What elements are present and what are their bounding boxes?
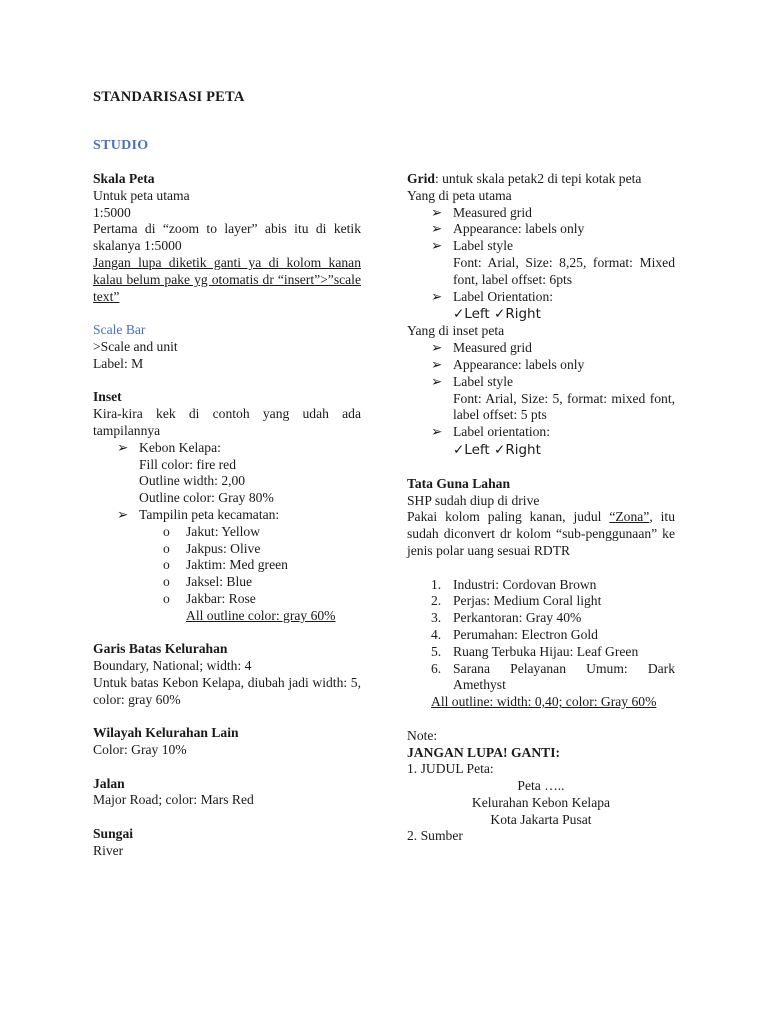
sungai-line: River (93, 842, 124, 858)
checkmark-line: ✓Left ✓Right (453, 306, 541, 323)
note-item: 1. JUDUL Peta: (407, 761, 494, 777)
list-item: ➢ Label style (431, 373, 514, 389)
scale-bar-line: >Scale and unit (93, 338, 178, 354)
skala-peta-heading: Skala Peta (93, 171, 155, 186)
circle-bullet-icon: o (163, 557, 170, 573)
skala-line: 1:5000 (93, 204, 131, 220)
tata-all-outline: All outline: width: 0,40; color: Gray 60% (431, 694, 657, 710)
list-item: o Jaksel: Blue (163, 574, 253, 590)
font-para: Font: Arial, Size: 5, format: mixed font, label offset: 5 pts (453, 390, 675, 423)
left-column (93, 171, 361, 860)
font-para: Font: Arial, Size: 8,25, format: Mixed font, label offset: 6pts (453, 254, 675, 287)
list-item: ➢ Appearance: labels only (431, 356, 585, 372)
all-outline-note: All outline color: gray 60% (186, 607, 336, 623)
skala-line: Untuk peta utama (93, 187, 190, 203)
list-item: o Jakpus: Olive (163, 540, 261, 556)
list-item: ➢ Kebon Kelapa: (117, 439, 221, 455)
arrow-bullet-icon: ➢ (431, 204, 443, 220)
list-item: ➢ Label orientation: (431, 424, 551, 440)
circle-bullet-icon: o (163, 540, 170, 556)
list-item: o Jakbar: Rose (163, 590, 256, 606)
jalan-line: Major Road; color: Mars Red (93, 792, 254, 808)
list-item: ➢ Label Orientation: (431, 288, 554, 304)
checkmark-line: ✓Left ✓Right (453, 441, 541, 458)
wilayah-line: Color: Gray 10% (93, 742, 187, 758)
circle-bullet-icon: o (163, 590, 170, 606)
list-item: ➢ Measured grid (431, 204, 532, 220)
arrow-bullet-icon: ➢ (431, 238, 443, 254)
list-item: ➢ Tampilin peta kecamatan: (117, 506, 280, 522)
list-item: 2. Perjas: Medium Coral light (431, 593, 602, 609)
tata-heading: Tata Guna Lahan (407, 475, 511, 491)
list-item: 1. Industri: Cordovan Brown (431, 576, 597, 592)
list-item: 4. Perumahan: Electron Gold (431, 626, 598, 642)
list-item: 5. Ruang Terbuka Hijau: Leaf Green (431, 643, 639, 659)
note-heading: JANGAN LUPA! GANTI: (407, 744, 561, 760)
arrow-bullet-icon: ➢ (117, 439, 129, 455)
list-item: o Jakut: Yellow (163, 523, 261, 539)
list-item: o Jaktim: Med green (163, 557, 288, 573)
list-item: ➢ Measured grid (431, 340, 532, 356)
arrow-bullet-icon: ➢ (431, 221, 443, 237)
right-column (407, 171, 675, 845)
list-item: ➢ Label style (431, 238, 514, 254)
section-studio: STUDIO (93, 138, 149, 153)
list-item: 6. Sarana Pelayanan Umum: Dark Amethyst (431, 660, 675, 693)
kebon-line: Fill color: fire red (139, 456, 237, 472)
arrow-bullet-icon: ➢ (431, 424, 443, 440)
grid-inset-label: Yang di inset peta (407, 323, 505, 339)
garis-line: Boundary, National; width: 4 (93, 658, 252, 674)
list-item: ➢ Appearance: labels only (431, 221, 585, 237)
note-center-line: Kelurahan Kebon Kelapa (471, 794, 611, 810)
arrow-bullet-icon: ➢ (117, 506, 129, 522)
grid-heading-line: Grid: untuk skala petak2 di tepi kotak peta (407, 171, 642, 186)
sungai-heading: Sungai (93, 826, 134, 842)
skala-note: Jangan lupa diketik ganti ya di kolom kanan kalau belum pake yg otomatis dr “insert”>”scale text” (93, 254, 361, 304)
skala-para: Pertama di “zoom to layer” abis itu di ketik skalanya 1:5000 (93, 221, 361, 254)
jalan-heading: Jalan (93, 775, 125, 791)
circle-bullet-icon: o (163, 574, 170, 590)
note-label: Note: (407, 727, 438, 743)
arrow-bullet-icon: ➢ (431, 356, 443, 372)
note-center-line: Kota Jakarta Pusat (490, 811, 592, 827)
garis-para: Untuk batas Kebon Kelapa, diubah jadi width: 5, color: gray 60% (93, 674, 361, 707)
note-item: 2. Sumber (407, 828, 463, 844)
tata-para: Pakai kolom paling kanan, judul “Zona”, itu sudah diconvert dr kolom “sub-penggunaan” ke jenis polar uang sesuai RDTR (407, 509, 675, 558)
scale-bar-heading: Scale Bar (93, 322, 146, 338)
kebon-line: Outline color: Gray 80% (139, 490, 274, 506)
garis-heading: Garis Batas Kelurahan (93, 641, 228, 657)
grid-heading: Grid (407, 171, 435, 186)
inset-para: Kira-kira kek di contoh yang udah ada tampilannya (93, 406, 361, 438)
circle-bullet-icon: o (163, 523, 170, 539)
wilayah-heading: Wilayah Kelurahan Lain (93, 725, 239, 741)
arrow-bullet-icon: ➢ (431, 340, 443, 356)
list-item: 3. Perkantoran: Gray 40% (431, 610, 582, 626)
kebon-line: Outline width: 2,00 (139, 473, 246, 489)
grid-utama-label: Yang di peta utama (407, 187, 512, 203)
arrow-bullet-icon: ➢ (431, 373, 443, 389)
scale-bar-line: Label: M (93, 355, 144, 371)
tata-line: SHP sudah diup di drive (407, 492, 540, 508)
inset-heading: Inset (93, 389, 122, 405)
arrow-bullet-icon: ➢ (431, 288, 443, 304)
page-title: STANDARISASI PETA (93, 89, 245, 105)
note-center-line: Peta ….. (517, 778, 565, 794)
